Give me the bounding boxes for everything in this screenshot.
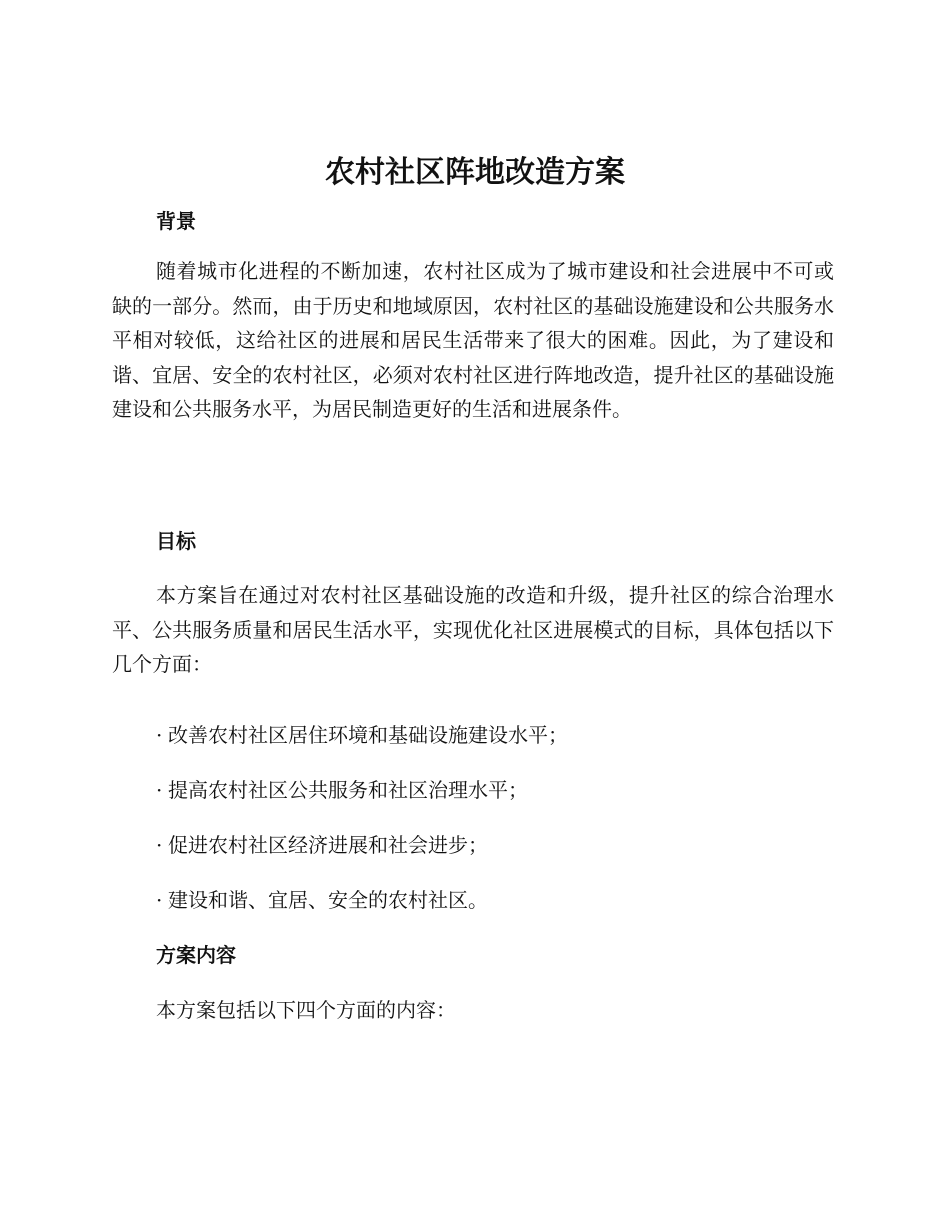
list-item-text: 促进农村社区经济进展和社会进步； — [168, 833, 488, 857]
goal-paragraph: 本方案旨在通过对农村社区基础设施的改造和升级，提升社区的综合治理水平、公共服务质量和居民生活水平，实现优化社区进展模式的目标，具体包括以下几个方面： — [112, 583, 834, 676]
bullet-icon: · — [156, 833, 163, 857]
list-item-text: 建设和谐、宜居、安全的农村社区。 — [168, 888, 488, 912]
bullet-icon: · — [156, 888, 163, 912]
list-item-text: 改善农村社区居住环境和基础设施建设水平； — [168, 723, 568, 747]
bullet-icon: · — [156, 778, 163, 802]
list-item — [156, 775, 528, 805]
list-item-text: 提高农村社区公共服务和社区治理水平； — [168, 778, 528, 802]
background-paragraph: 随着城市化进程的不断加速，农村社区成为了城市建设和社会进展中不可或缺的一部分。然而，由于历史和地域原因，农村社区的基础设施建设和公共服务水平相对较低，这给社区的进展和居民生活带来了很大的困难。因此，为了建设和谐、宜居、安全的农村社区，必须对农村社区进行阵地改造，提升社区的基础设施建设和公共服务水平，为居民制造更好的生活和进展条件。 — [112, 259, 834, 421]
content-intro: 本方案包括以下四个方面的内容： — [156, 998, 456, 1022]
section-heading-goal: 目标 — [156, 529, 196, 553]
list-item — [156, 885, 488, 915]
document-title: 农村社区阵地改造方案 — [325, 155, 625, 190]
bullet-icon: · — [156, 723, 163, 747]
section-heading-content: 方案内容 — [156, 943, 236, 967]
section-heading-background: 背景 — [156, 209, 196, 233]
list-item — [156, 720, 568, 750]
list-item — [156, 830, 488, 860]
